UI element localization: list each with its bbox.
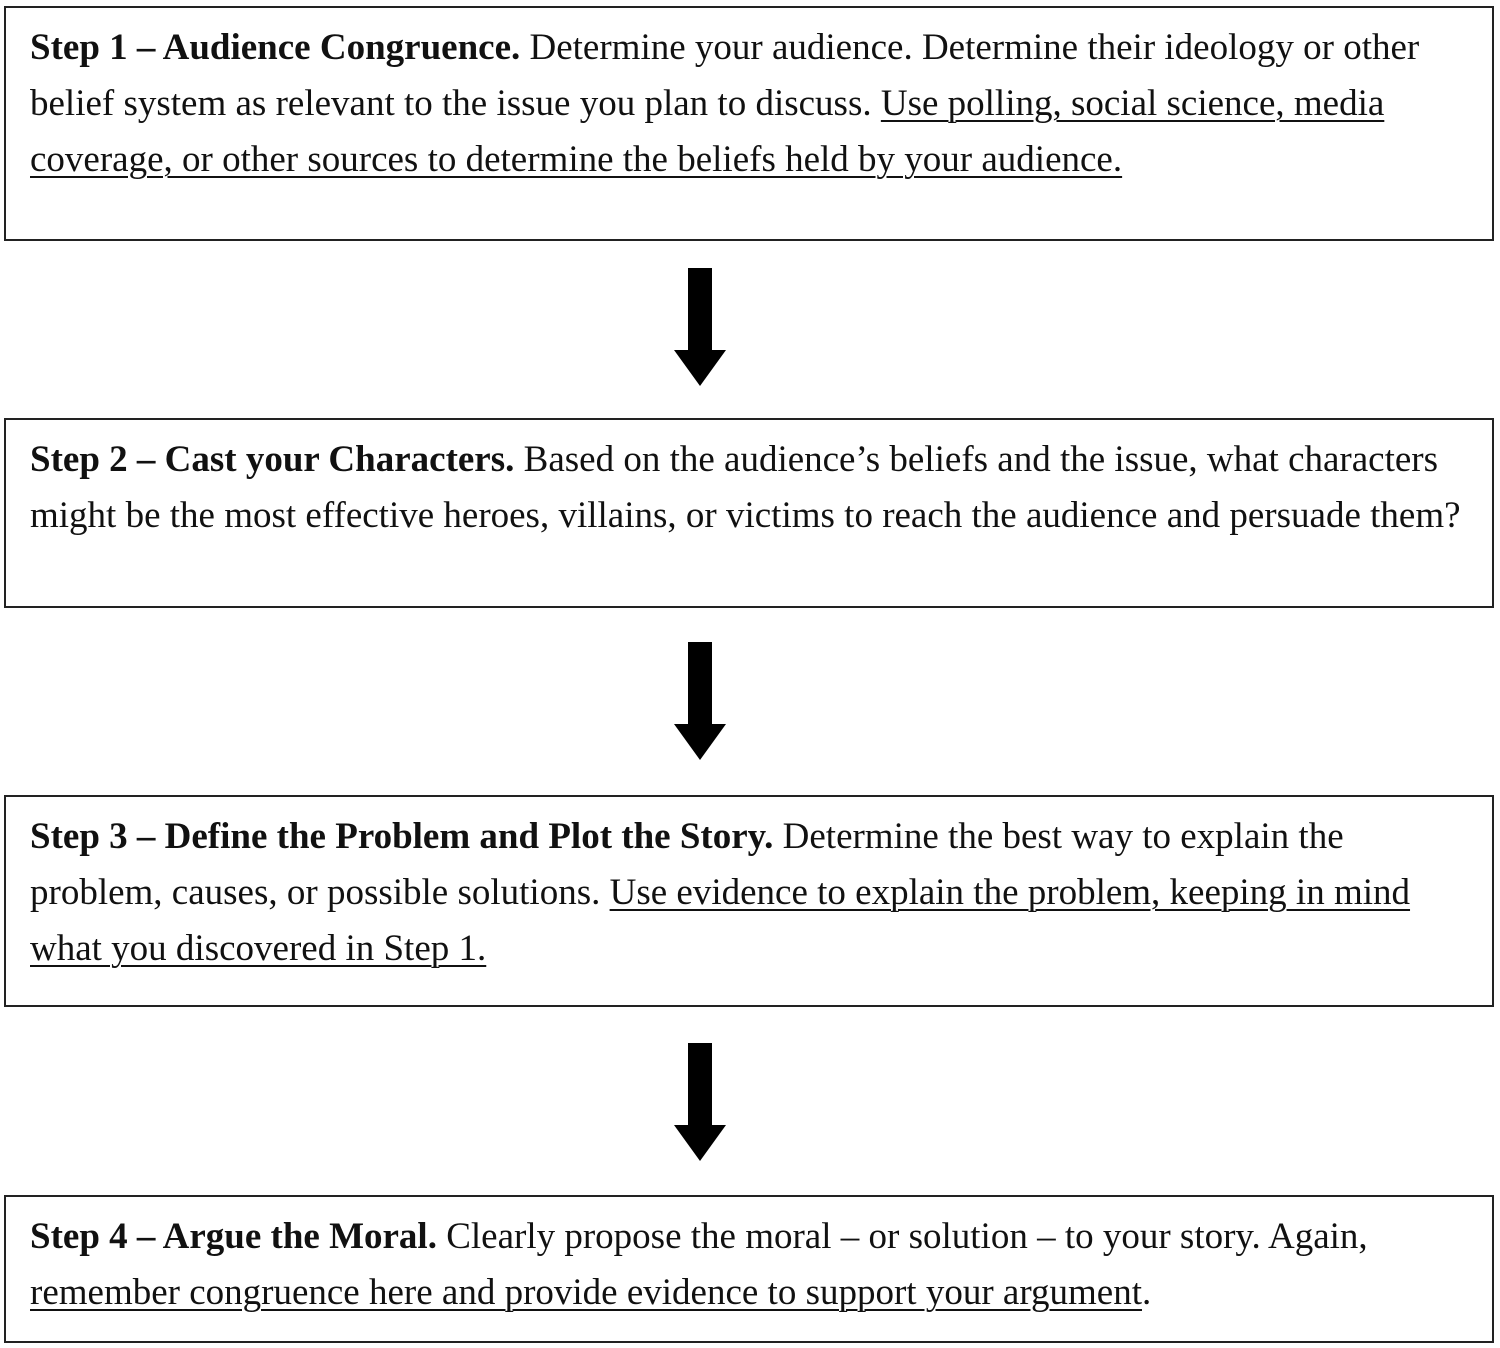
step-3-underlined-text: Use evidence to explain the problem, keeping in mind what you discovered in Step 1. bbox=[30, 872, 1411, 969]
step-4-box bbox=[4, 1195, 1494, 1343]
step-1-box bbox=[4, 6, 1494, 241]
step-1-title: Step 1 – Audience Congruence. bbox=[30, 27, 521, 68]
step-4-tail: . bbox=[1141, 1272, 1152, 1313]
step-4-title: Step 4 – Argue the Moral. bbox=[30, 1216, 437, 1257]
step-1-text: Determine your audience. Determine their ideology or other belief system as relevant to the issue you plan to discuss. bbox=[30, 27, 1420, 124]
arrow-down-icon bbox=[672, 1043, 728, 1161]
step-4-underlined-text: remember congruence here and provide evidence to support your argument bbox=[30, 1272, 1142, 1313]
arrow-down-icon bbox=[672, 268, 728, 386]
step-4-text: Clearly propose the moral – or solution – to your story. Again, bbox=[436, 1216, 1368, 1257]
step-2-title: Step 2 – Cast your Characters. bbox=[30, 439, 515, 480]
step-1-underlined-text: Use polling, social science, media coverage, or other sources to determine the beliefs held by your audience. bbox=[30, 83, 1385, 180]
step-3-title: Step 3 – Define the Problem and Plot the Story. bbox=[30, 816, 774, 857]
step-2-text: Based on the audience’s beliefs and the issue, what characters might be the most effective heroes, villains, or victims to reach the audience and persuade them? bbox=[30, 439, 1461, 536]
arrow-down-icon bbox=[672, 642, 728, 760]
step-3-text: Determine the best way to explain the problem, causes, or possible solutions. bbox=[30, 816, 1344, 913]
step-3-box bbox=[4, 795, 1494, 1007]
step-2-box bbox=[4, 418, 1494, 608]
